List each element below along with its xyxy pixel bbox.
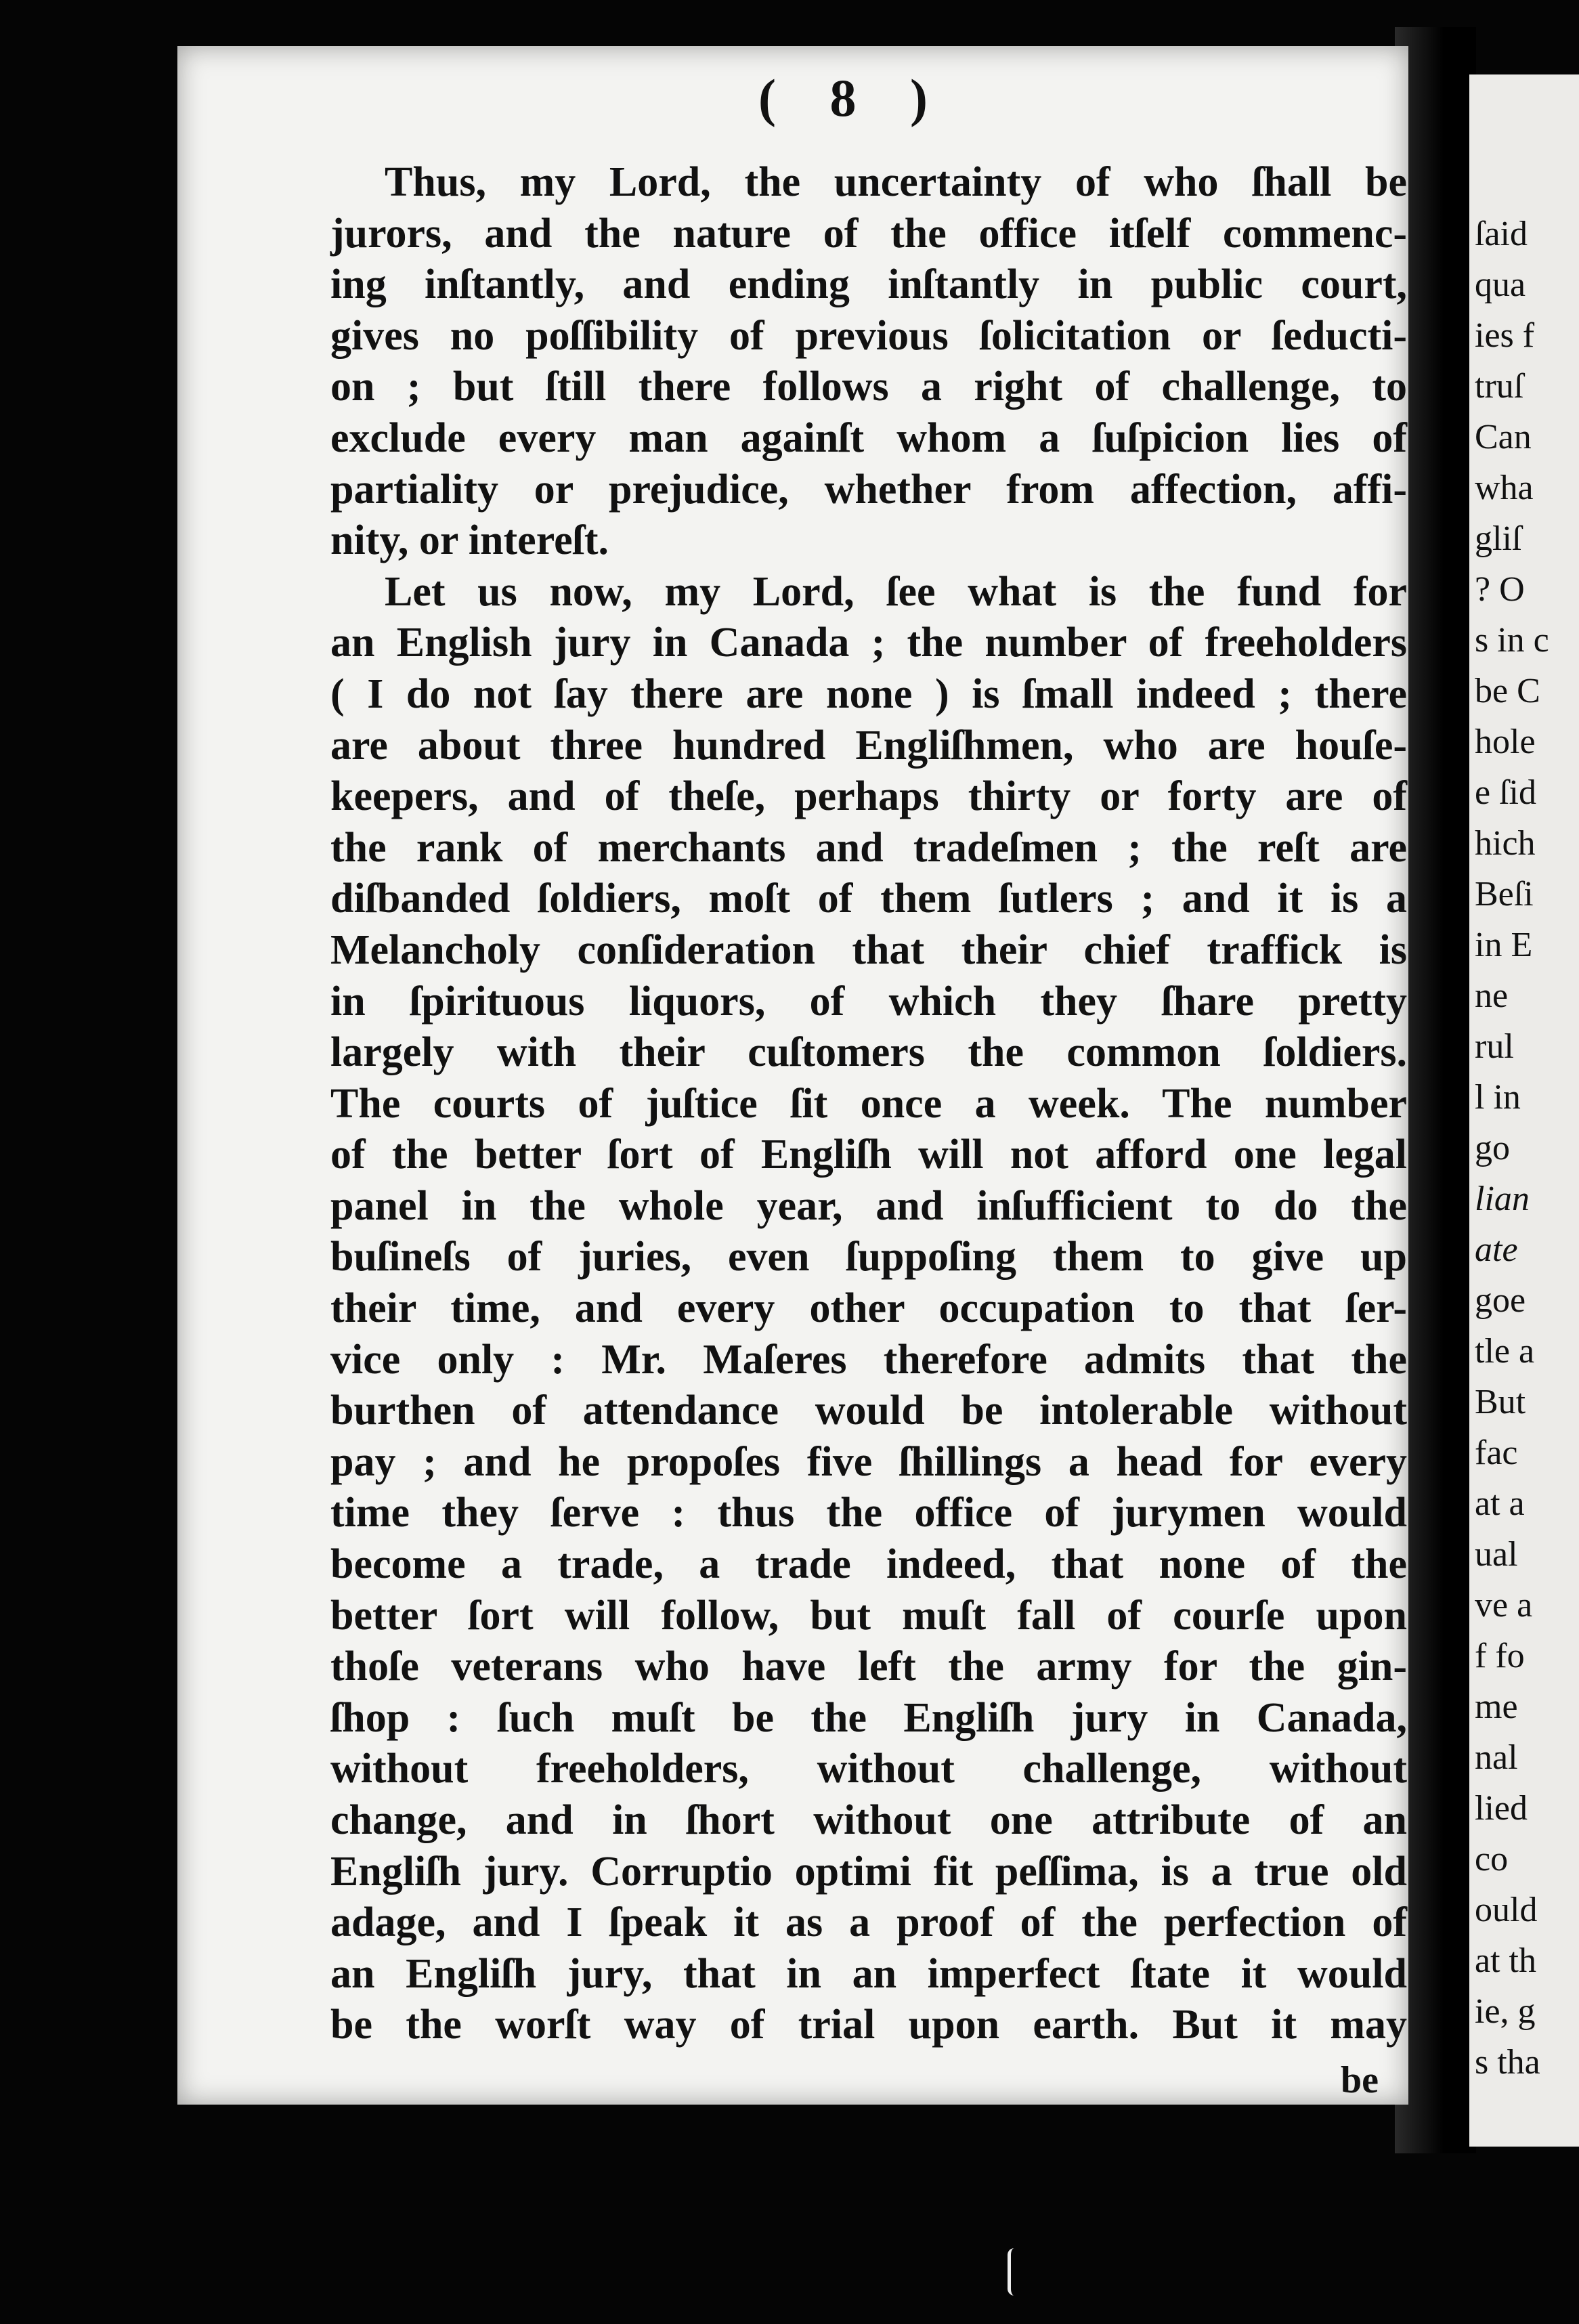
facing-line: s tha: [1475, 2043, 1540, 2082]
text-line: exclude every man againſt whom a ſuſpicion lies of: [330, 414, 1407, 461]
facing-line: f fo: [1475, 1637, 1525, 1675]
facing-line: in E: [1475, 926, 1533, 964]
text-line: their time, and every other occupation to that ſer-: [330, 1285, 1407, 1332]
text-line: an English jury in Canada ; the number of freeholders: [330, 620, 1407, 666]
facing-line: ould: [1475, 1891, 1538, 1929]
text-line: nity, or intereſt.: [330, 517, 609, 564]
text-line: an Engliſh jury, that in an imperfect ſtate it would: [330, 1950, 1407, 1997]
facing-line: hole: [1475, 723, 1536, 761]
page-number: ( 8 ): [758, 68, 948, 127]
text-line: are about three hundred Engliſhmen, who are houſe-: [330, 722, 1407, 769]
facing-line: ? O: [1475, 570, 1525, 609]
text-line: adage, and I ſpeak it as a proof of the perfection of: [330, 1899, 1407, 1946]
facing-line: me: [1475, 1687, 1518, 1726]
text-line: thoſe veterans who have left the army for the gin-: [330, 1643, 1407, 1690]
facing-line: lied: [1475, 1789, 1528, 1828]
text-line: buſineſs of juries, even ſuppoſing them to give up: [330, 1234, 1407, 1281]
text-line: Engliſh jury. Corruptio optimi fit peſſima, is a true old: [330, 1848, 1407, 1895]
facing-line: goe: [1475, 1281, 1526, 1320]
text-line: on ; but ſtill there follows a right of challenge, to: [330, 364, 1407, 410]
text-line: change, and in ſhort without one attribute of an: [330, 1797, 1407, 1843]
text-line: partiality or prejudice, whether from affection, affi-: [330, 466, 1407, 513]
text-line: better ſort will follow, but muſt fall of courſe upon: [330, 1592, 1407, 1639]
facing-line: Beſi: [1475, 875, 1534, 913]
facing-line: wha: [1475, 469, 1534, 507]
text-line: become a trade, a trade indeed, that none of the: [330, 1541, 1407, 1588]
facing-line: lian: [1475, 1180, 1530, 1218]
facing-line: hich: [1475, 824, 1536, 863]
text-line: pay ; and he propoſes five ſhillings a head for every: [330, 1438, 1407, 1485]
text-line: gives no poſſibility of previous ſolicitation or ſeducti-: [330, 312, 1407, 359]
text-line: Melancholy conſideration that their chief traffick is: [330, 926, 1407, 973]
body-text: [330, 157, 1407, 2051]
text-line: jurors, and the nature of the office itſelf commenc-: [330, 210, 1407, 257]
catchword: be: [1341, 2059, 1379, 2101]
text-line: the rank of merchants and tradeſmen ; the reſt are: [330, 824, 1407, 871]
text-line: without freeholders, without challenge, without: [330, 1746, 1407, 1792]
facing-line: nal: [1475, 1738, 1518, 1777]
text-line: ing inſtantly, and ending inſtantly in public court,: [330, 261, 1407, 308]
facing-line: rul: [1475, 1027, 1514, 1066]
facing-line: Can: [1475, 418, 1532, 456]
facing-line: ſaid: [1475, 215, 1528, 253]
facing-line: go: [1475, 1129, 1510, 1167]
text-line: The courts of juſtice ſit once a week. The number: [330, 1080, 1407, 1127]
facing-line: co: [1475, 1840, 1509, 1878]
text-line: time they ſerve : thus the office of jurymen would: [330, 1490, 1407, 1536]
facing-line: at th: [1475, 1941, 1536, 1980]
facing-line: s in c: [1475, 621, 1549, 660]
facing-line: at a: [1475, 1484, 1525, 1523]
facing-line: ne: [1475, 976, 1509, 1015]
facing-line: ual: [1475, 1535, 1518, 1574]
text-line: largely with their cuſtomers the common ſoldiers.: [330, 1029, 1407, 1076]
facing-line: ies f: [1475, 316, 1535, 355]
facing-line: gliſ: [1475, 519, 1522, 558]
facing-line: ie, g: [1475, 1992, 1536, 2031]
facing-line: tle a: [1475, 1332, 1535, 1371]
facing-line: truſ: [1475, 367, 1524, 406]
facing-line: qua: [1475, 265, 1526, 304]
facing-line: l in: [1475, 1078, 1521, 1117]
scan-artifact-mark: [1008, 2248, 1023, 2296]
text-line: panel in the whole year, and inſufficient to do the: [330, 1182, 1407, 1229]
facing-line: fac: [1475, 1434, 1518, 1472]
facing-page: [1469, 74, 1579, 2147]
text-line: in ſpirituous liquors, of which they ſhare pretty: [330, 978, 1407, 1025]
text-line: of the better ſort of Engliſh will not afford one legal: [330, 1132, 1407, 1178]
text-line: vice only : Mr. Maſeres therefore admits that the: [330, 1336, 1407, 1383]
facing-line: ate: [1475, 1230, 1518, 1269]
text-line: ( I do not ſay there are none ) is ſmall indeed ; there: [330, 670, 1407, 717]
text-line: be the worſt way of trial upon earth. But it may: [330, 2002, 1407, 2048]
text-line: burthen of attendance would be intolerable without: [330, 1387, 1407, 1434]
facing-line: be C: [1475, 672, 1540, 710]
facing-line: ve a: [1475, 1586, 1533, 1624]
facing-line: But: [1475, 1383, 1526, 1421]
facing-line: e ſid: [1475, 773, 1536, 812]
text-line: ſhop : ſuch muſt be the Engliſh jury in Canada,: [330, 1694, 1407, 1741]
text-line: keepers, and of theſe, perhaps thirty or forty are of: [330, 773, 1407, 820]
text-line: Let us now, my Lord, ſee what is the fund for: [385, 568, 1407, 615]
text-line: Thus, my Lord, the uncertainty of who ſhall be: [385, 159, 1407, 205]
text-line: diſbanded ſoldiers, moſt of them ſutlers ; and it is a: [330, 876, 1407, 922]
